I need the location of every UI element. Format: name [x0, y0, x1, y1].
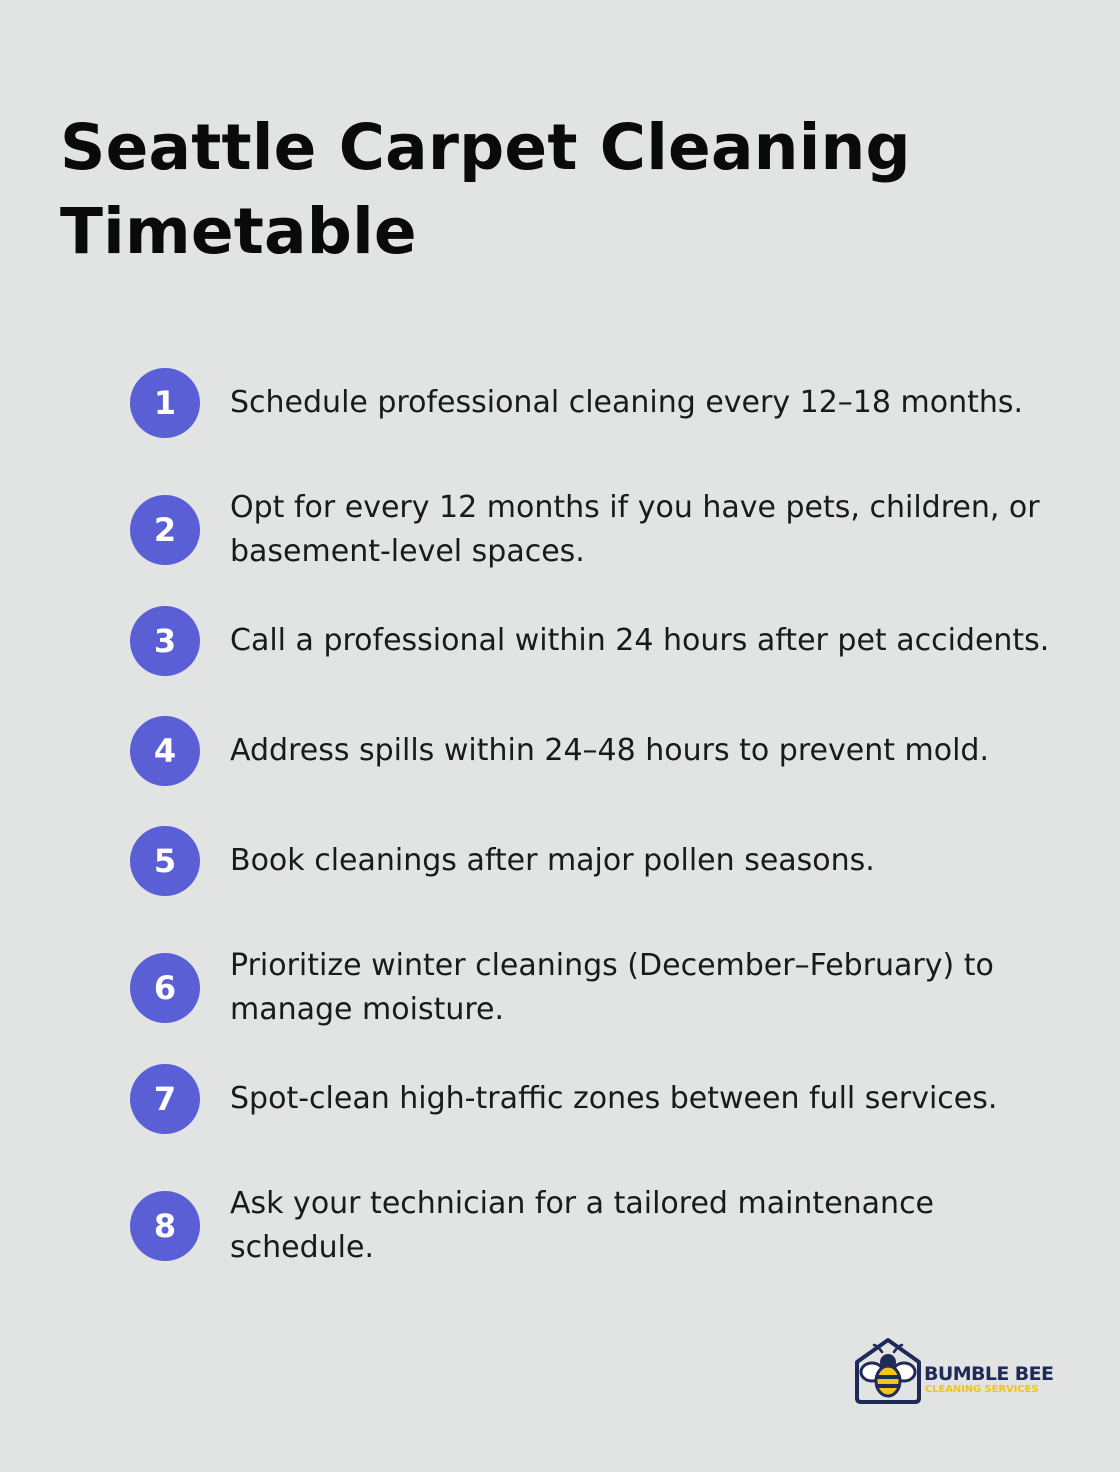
step-number-badge: 7	[130, 1064, 200, 1134]
step-text: Spot-clean high-traffic zones between full services.	[230, 1081, 998, 1116]
step-item-6	[130, 944, 1070, 1032]
step-number-badge: 8	[130, 1191, 200, 1261]
step-text: Ask your technician for a tailored maintenance schedule.	[230, 1186, 935, 1265]
step-number-badge: 4	[130, 716, 200, 786]
step-number-badge: 5	[130, 826, 200, 896]
step-text: Prioritize winter cleanings (December–February) to manage moisture.	[230, 948, 994, 1027]
step-item-4	[130, 716, 1070, 786]
step-item-5	[130, 826, 1070, 896]
brand-logo	[852, 1336, 1062, 1406]
step-number-badge: 3	[130, 606, 200, 676]
page-title: Seattle Carpet Cleaning Timetable	[60, 111, 911, 268]
logo-name: BUMBLE BEE	[924, 1363, 1054, 1385]
step-text: Opt for every 12 months if you have pets, children, or basement-level spaces.	[230, 490, 1040, 569]
logo-tagline: CLEANING SERVICES	[925, 1384, 1039, 1395]
bee-house-icon	[852, 1336, 924, 1406]
step-item-3	[130, 606, 1070, 676]
step-item-2	[130, 486, 1070, 574]
step-number-badge: 6	[130, 953, 200, 1023]
step-text: Address spills within 24–48 hours to prevent mold.	[230, 733, 989, 768]
step-number-badge: 2	[130, 495, 200, 565]
step-item-1	[130, 368, 1070, 438]
step-text: Book cleanings after major pollen seasons.	[230, 843, 875, 878]
step-item-7	[130, 1064, 1070, 1134]
step-text: Schedule professional cleaning every 12–18 months.	[230, 385, 1024, 420]
step-number-badge: 1	[130, 368, 200, 438]
step-text: Call a professional within 24 hours after pet accidents.	[230, 623, 1050, 658]
step-item-8	[130, 1182, 1070, 1270]
